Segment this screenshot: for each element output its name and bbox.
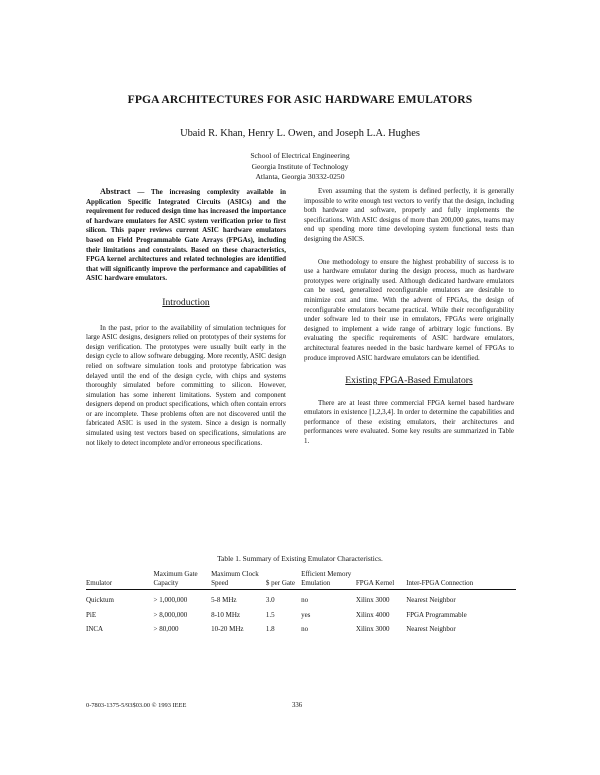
left-column bbox=[86, 187, 286, 461]
section-heading-existing-emulators: Existing FPGA-Based Emulators bbox=[345, 375, 473, 387]
right-column bbox=[304, 187, 514, 460]
table-cell: no bbox=[301, 625, 309, 634]
body-paragraph: Even assuming that the system is defined perfectly, it is generally impossible to write enough test vectors to verify that the design, including both hardware and software, properly and fully implements the specifications. With ASIC designs of more than 200,000 gates, teams may end up spending more time developing system functional tests than designing the ASICS. bbox=[304, 187, 514, 243]
table-header-cell: Efficient Memory Emulation bbox=[301, 570, 356, 590]
existing-emulators-paragraph: There are at least three commercial FPGA kernel based hardware emulators in existence [1,2,3,4]. In order to determine the capabilities and performance of these existing emulators, their architectures and performances were evaluated. Some key results are summarized in Table 1. bbox=[304, 398, 514, 446]
table-cell: INCA bbox=[86, 625, 104, 634]
table-cell: yes bbox=[301, 610, 311, 619]
introduction-paragraph: In the past, prior to the availability of simulation techniques for large ASIC designs, designers relied on prototypes of their systems for design verification. The prototypes were usually built early in the design cycle to allow software debugging. More recently, ASIC design relied on software simulation tools and prototype fabrication was delayed until the end of the design cycle, with chips and systems thoroughly simulated before committing to silicon. However, simulation has some inherent limitations. System and component designers depend on product specifications, which often contain errors or are incomplete. These problems often are not discovered until the fabricated ASIC is used in the system. Since a design is normally simulated using test vectors based on specifications, simulations are not likely to detect incomplete and/or erroneous specifications. bbox=[86, 323, 286, 447]
emulator-summary-table bbox=[86, 570, 516, 634]
table-cell: > 1,000,000 bbox=[153, 596, 188, 605]
table-cell: no bbox=[301, 596, 309, 605]
affiliation-line: School of Electrical Engineering bbox=[250, 151, 350, 160]
abstract bbox=[86, 187, 286, 284]
table-header-cell: Maximum Clock Speed bbox=[211, 570, 266, 590]
copyright-line: 0-7803-1375-5/93$03.00 © 1993 IEEE bbox=[86, 702, 187, 709]
table-header-cell: Maximum Gate Capacity bbox=[154, 570, 212, 590]
table-row bbox=[86, 605, 516, 620]
table-cell: Nearest Neighbor bbox=[406, 625, 456, 634]
abstract-label: Abstract bbox=[100, 187, 131, 196]
table-cell: Xilinx 3000 bbox=[355, 625, 390, 634]
affiliation bbox=[0, 151, 600, 183]
affiliation-line: Georgia Institute of Technology bbox=[251, 161, 349, 171]
table-cell: FPGA Programmable bbox=[406, 610, 467, 619]
table-header-cell: Emulator bbox=[86, 570, 154, 590]
paper-title: FPGA ARCHITECTURES FOR ASIC HARDWARE EMULATORS bbox=[127, 93, 473, 106]
table-cell: Xilinx 3000 bbox=[355, 596, 390, 605]
table-row bbox=[86, 619, 516, 634]
table-cell: 8-10 MHz bbox=[211, 610, 241, 619]
page-number: 336 bbox=[292, 702, 303, 709]
table-header-cell: $ per Gate bbox=[266, 570, 301, 590]
table-caption: Table 1. Summary of Existing Emulator Characteristics. bbox=[217, 554, 383, 563]
table-cell: 1.8 bbox=[265, 625, 275, 634]
table-cell: 5-8 MHz bbox=[211, 596, 237, 605]
table-cell: > 80,000 bbox=[153, 625, 179, 634]
table-cell: > 8,000,000 bbox=[153, 610, 188, 619]
table-cell: 10-20 MHz bbox=[211, 625, 244, 634]
abstract-text: — The increasing complexity available in Application Specific Integrated Circuits (ASICs) and the requirement for reduced design time has increased the importance of hardware emulators for ASIC system verification prior to first silicon. This paper reviews current ASIC hardware emulators based on Field Programmable Gate Arrays (FPGAs), including their limitations and constraints. Based on these characteristics, FPGA kernel architectures and related technologies are identified that will significantly improve the performance and capabilities of ASIC hardware emulators. bbox=[86, 188, 286, 283]
body-paragraph: One methodology to ensure the highest probability of success is to use a hardware emulator during the design process, much as hardware prototypes were originally used. Although dedicated hardware emulators can be used, generalized reconfigurable emulators are desirable to minimize cost and time. With the advent of FPGAs, the design of reconfigurable emulators became practical. While their reconfigurability under software led to their use in emulators, FPGAs were originally designed to implement a wide range of arbitrary logic functions. By evaluating the specific requirements of ASIC hardware emulators, architectural features needed in the basic hardware kernel of FPGAs to produce improved ASIC hardware emulators can be identified. bbox=[304, 257, 514, 362]
table-header-cell: Inter-FPGA Connection bbox=[406, 570, 516, 590]
affiliation-line: Atlanta, Georgia 30332-0250 bbox=[255, 172, 345, 181]
table-header-row bbox=[86, 570, 516, 590]
table-header-cell: FPGA Kernel bbox=[356, 570, 406, 590]
author-list: Ubaid R. Khan, Henry L. Owen, and Joseph L.A. Hughes bbox=[180, 128, 420, 139]
table-row bbox=[86, 590, 516, 605]
table-cell: Nearest Neighbor bbox=[406, 596, 456, 605]
section-heading-introduction: Introduction bbox=[162, 296, 210, 308]
table-cell: Quicktum bbox=[86, 596, 114, 605]
table-cell: 3.0 bbox=[265, 596, 275, 605]
table-cell: PiE bbox=[86, 610, 97, 619]
table-cell: Xilinx 4000 bbox=[355, 610, 390, 619]
table-cell: 1.5 bbox=[265, 610, 275, 619]
